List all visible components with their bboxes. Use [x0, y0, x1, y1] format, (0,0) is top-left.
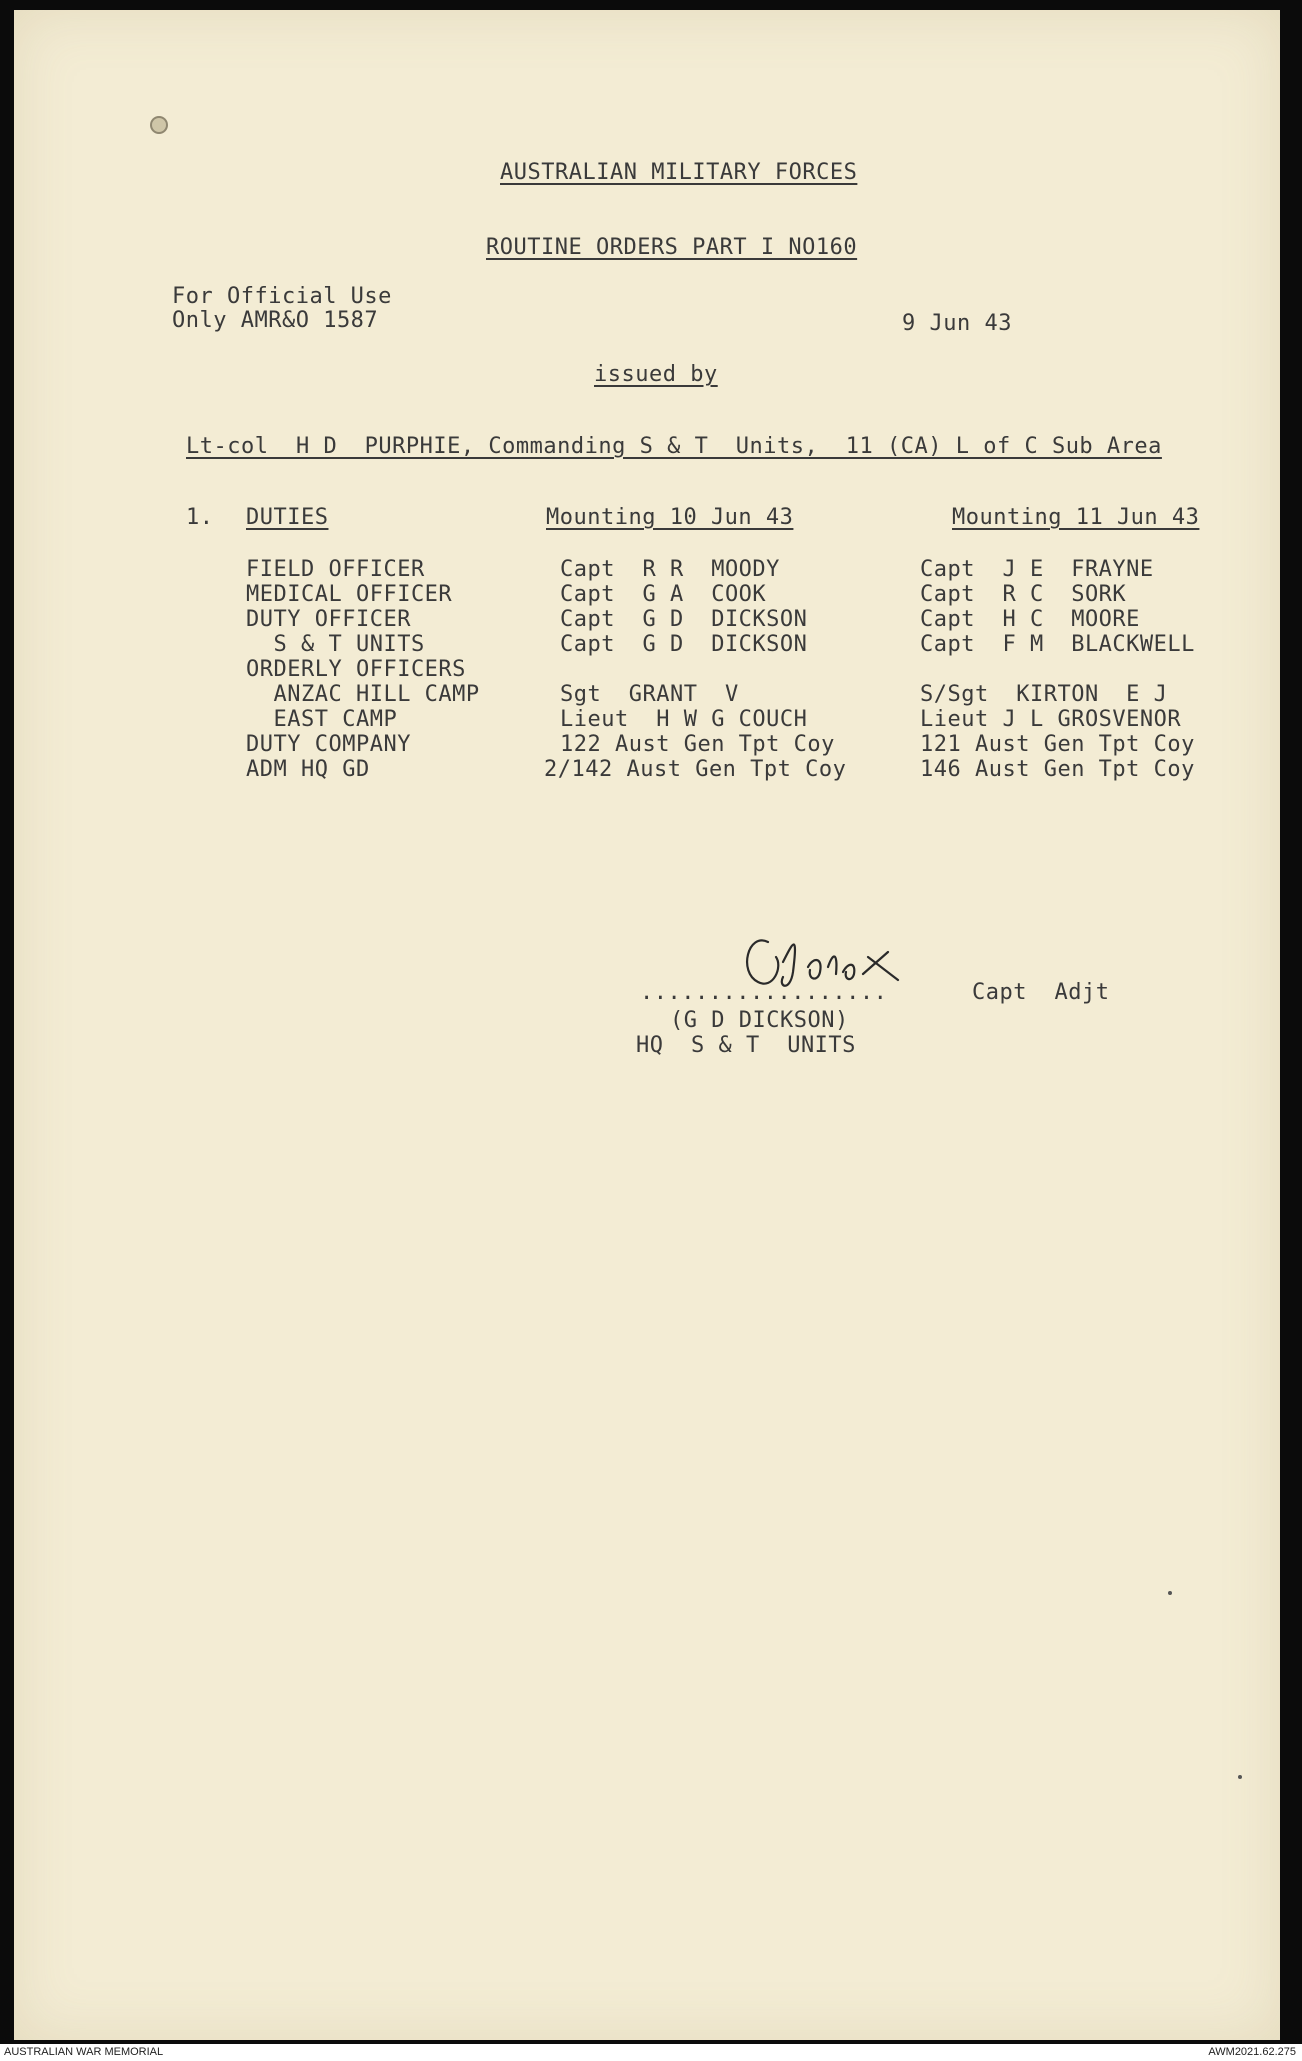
speck: [1238, 1775, 1242, 1779]
document-title: AUSTRALIAN MILITARY FORCES: [500, 160, 858, 185]
duty-day2: Capt F M BLACKWELL: [920, 632, 1195, 657]
duty-day2: Capt H C MOORE: [920, 607, 1140, 632]
duty-role: ANZAC HILL CAMP: [246, 682, 480, 707]
duty-day2: 146 Aust Gen Tpt Coy: [920, 757, 1195, 782]
duty-day1: Capt G A COOK: [560, 582, 767, 607]
signatory-name: (G D DICKSON): [670, 1008, 849, 1033]
column-heading-day1: Mounting 10 Jun 43: [546, 505, 794, 530]
duty-day1: Capt R R MOODY: [560, 557, 780, 582]
duty-role: EAST CAMP: [246, 707, 398, 732]
duty-role: MEDICAL OFFICER: [246, 582, 453, 607]
speck: [1168, 1591, 1172, 1595]
duty-role: DUTY OFFICER: [246, 607, 411, 632]
archive-reference: AWM2021.62.275: [1208, 2046, 1296, 2058]
duty-day2: Capt R C SORK: [920, 582, 1127, 607]
duty-day1: Capt G D DICKSON: [560, 632, 808, 657]
punch-hole: [152, 118, 166, 132]
duties-heading: DUTIES: [246, 505, 329, 530]
archive-name: AUSTRALIAN WAR MEMORIAL: [4, 2046, 164, 2058]
duty-role: ORDERLY OFFICERS: [246, 657, 466, 682]
official-use-line-1: For Official Use: [172, 284, 392, 309]
duty-day1: Lieut H W G COUCH: [560, 707, 808, 732]
duty-day1: Capt G D DICKSON: [560, 607, 808, 632]
document-subtitle: ROUTINE ORDERS PART I NO160: [486, 235, 858, 260]
duty-role: ADM HQ GD: [246, 757, 370, 782]
signature-dots: ..................: [640, 980, 888, 1005]
duty-day2: Lieut J L GROSVENOR: [920, 707, 1182, 732]
column-heading-day2: Mounting 11 Jun 43: [952, 505, 1200, 530]
signatory-rank: Capt Adjt: [972, 980, 1110, 1005]
duty-day1: 122 Aust Gen Tpt Coy: [560, 732, 835, 757]
duty-role: DUTY COMPANY: [246, 732, 411, 757]
duty-day1: Sgt GRANT V: [560, 682, 739, 707]
duty-role: S & T UNITS: [246, 632, 425, 657]
commander-line: Lt-col H D PURPHIE, Commanding S & T Units, 11 (CA) L of C Sub Area: [186, 434, 1162, 459]
document-date: 9 Jun 43: [902, 311, 1012, 336]
signatory-unit: HQ S & T UNITS: [636, 1033, 856, 1058]
duty-role: FIELD OFFICER: [246, 557, 425, 582]
duty-day2: 121 Aust Gen Tpt Coy: [920, 732, 1195, 757]
duty-day2: S/Sgt KIRTON E J: [920, 682, 1168, 707]
issued-by-label: issued by: [594, 362, 718, 387]
official-use-line-2: Only AMR&O 1587: [172, 308, 379, 333]
duty-day2: Capt J E FRAYNE: [920, 557, 1154, 582]
archive-footer: [0, 2044, 1302, 2061]
section-number: 1.: [186, 505, 214, 530]
duty-day1: 2/142 Aust Gen Tpt Coy: [544, 757, 847, 782]
